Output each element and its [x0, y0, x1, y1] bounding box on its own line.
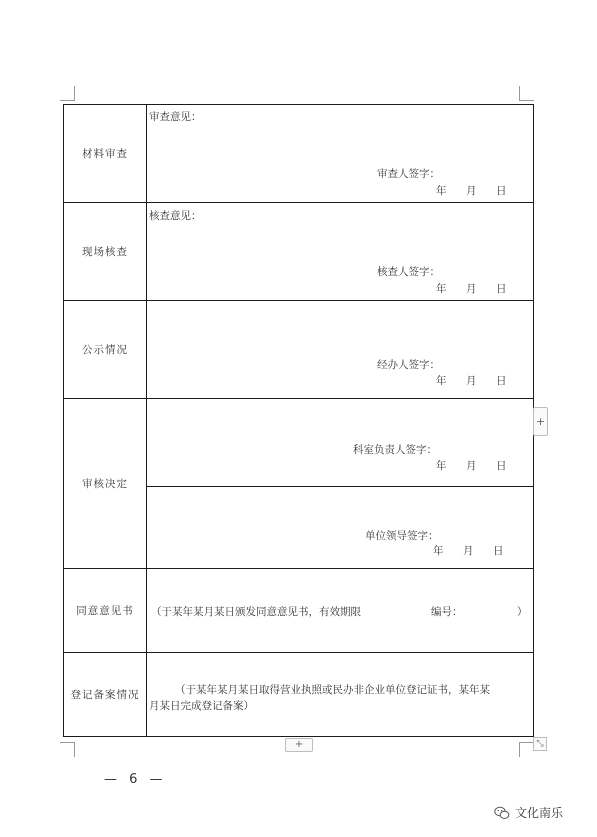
row-label-site-check: 现场核查 [64, 203, 147, 301]
registration-text-line1: （于某年某月某日取得营业执照或民办非企业单位登记证书，某年某 [175, 684, 490, 696]
material-review-cell[interactable] [147, 105, 534, 203]
date-month: 月 [466, 283, 477, 295]
row-label-approval: 审核决定 [64, 399, 147, 569]
date-year: 年 [436, 185, 447, 197]
watermark [494, 804, 563, 821]
approval-leader-cell[interactable] [147, 487, 534, 569]
publicity-cell[interactable] [147, 301, 534, 399]
row-label-registration: 登记备案情况 [64, 653, 147, 737]
table-row-publicity [64, 301, 534, 399]
row-label-consent: 同意意见书 [64, 569, 147, 653]
table-row-approval-section [64, 399, 534, 487]
page-number: — 6 — [104, 772, 167, 787]
table-row-registration [64, 653, 534, 737]
review-form-table [63, 104, 534, 737]
crop-mark-top-left [60, 86, 75, 101]
crop-mark-top-right [519, 86, 534, 101]
date-month: 月 [466, 185, 477, 197]
date-day: 日 [496, 283, 507, 295]
row-label-publicity: 公示情况 [64, 301, 147, 399]
date-year: 年 [436, 375, 447, 387]
date-day: 日 [496, 375, 507, 387]
crop-mark-bottom-left [60, 742, 75, 757]
site-check-opinion: 核查意见： [149, 210, 202, 222]
material-review-signature: 审查人签字： [377, 168, 440, 180]
material-review-opinion: 审查意见： [149, 111, 202, 123]
date-year: 年 [436, 460, 447, 472]
date-month: 月 [463, 545, 474, 557]
consent-number-label: 编号： [431, 606, 463, 618]
site-check-cell[interactable] [147, 203, 534, 301]
consent-close-paren: ） [517, 606, 528, 618]
registration-text-line2: 月某日完成登记备案） [149, 700, 254, 712]
wechat-icon [494, 806, 510, 820]
date-year: 年 [433, 545, 444, 557]
table-resize-handle[interactable]: ⤡ [533, 737, 547, 751]
section-head-signature: 科室负责人签字： [353, 444, 437, 456]
publicity-signature: 经办人签字： [377, 359, 440, 371]
date-day: 日 [496, 460, 507, 472]
table-row-material-review [64, 105, 534, 203]
date-day: 日 [496, 185, 507, 197]
table-row-site-check [64, 203, 534, 301]
consent-text: （于某年某月某日颁发同意意见书，有效期限 [151, 606, 361, 618]
table-row-consent [64, 569, 534, 653]
consent-cell[interactable] [147, 569, 534, 653]
date-month: 月 [466, 375, 477, 387]
crop-mark-bottom-right [519, 742, 534, 757]
approval-section-cell[interactable] [147, 399, 534, 487]
site-check-signature: 核查人签字： [377, 266, 440, 278]
date-year: 年 [436, 283, 447, 295]
date-month: 月 [466, 460, 477, 472]
watermark-text: 文化南乐 [515, 806, 564, 820]
add-row-button[interactable]: + [285, 738, 313, 752]
registration-cell[interactable] [147, 653, 534, 737]
date-day: 日 [493, 545, 504, 557]
add-column-button[interactable]: + [533, 407, 548, 436]
unit-leader-signature: 单位领导签字： [365, 530, 439, 542]
row-label-material-review: 材料审查 [64, 105, 147, 203]
